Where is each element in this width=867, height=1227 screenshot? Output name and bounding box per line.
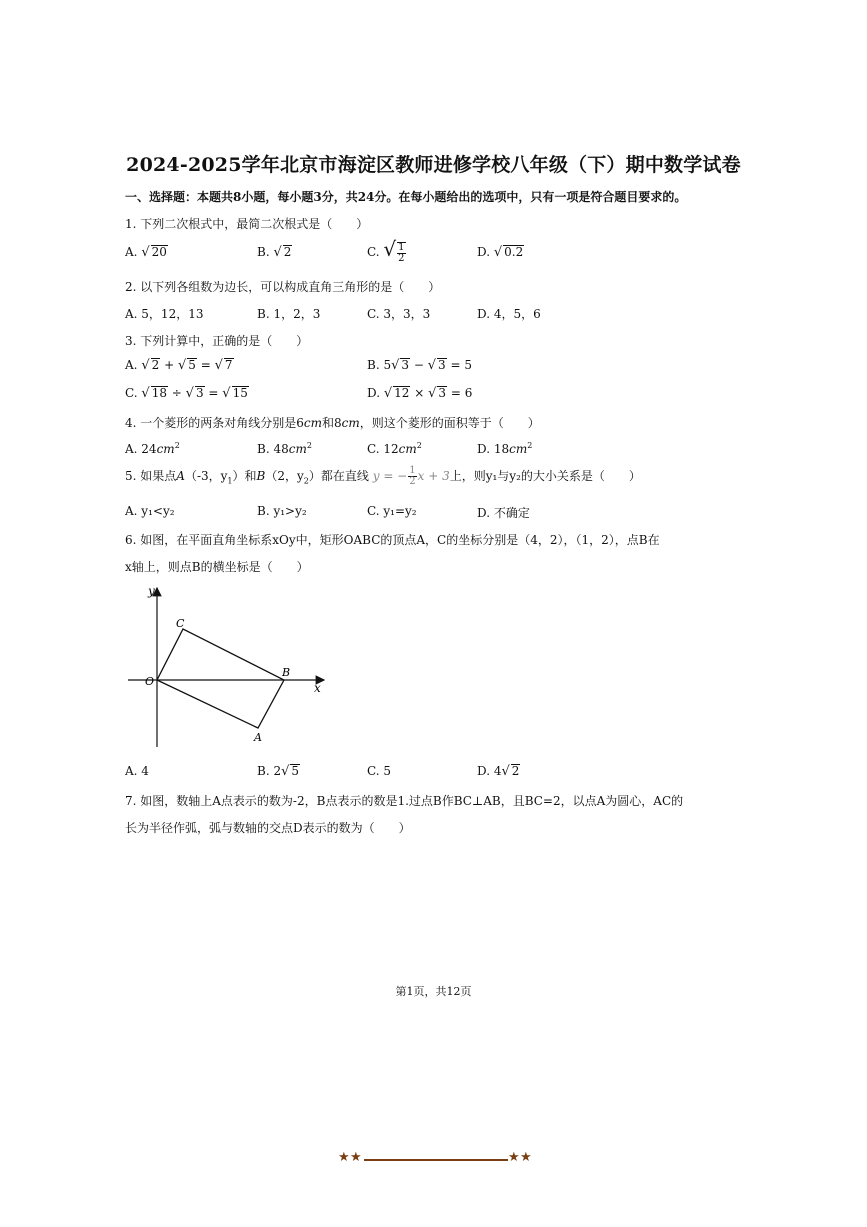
star-icon: ★ [350, 1150, 362, 1165]
q4-option-b: B. $48cm^2$ [257, 441, 312, 456]
q5-option-c: C. y₁=y₂ [367, 504, 417, 518]
divider [364, 1159, 508, 1161]
point-a-label: A [254, 731, 262, 744]
question-7-line-2: 长为半径作弧，弧与数轴的交点D表示的数为（ ） [125, 821, 411, 835]
point-c-label: C [176, 617, 185, 630]
q1-option-b: B. √ 2 [257, 245, 292, 260]
q5-option-a: A. y₁<y₂ [125, 504, 175, 518]
section-heading: 一、选择题：本题共8小题，每小题3分，共24分。在每小题给出的选项中，只有一项是符合题目要求的。 [125, 190, 687, 204]
question-4-stem: 4. 一个菱形的两条对角线分别是6cm和8cm，则这个菱形的面积等于（ ） [125, 416, 540, 430]
question-1-stem: 1. 下列二次根式中，最简二次根式是（ ） [125, 217, 369, 231]
star-icon: ★ [520, 1150, 532, 1165]
q6-option-a: A. 4 [125, 764, 149, 778]
q6-option-c: C. 5 [367, 764, 392, 778]
q2-option-b: B. 1，2，3 [257, 307, 321, 321]
question-5-stem: 5. 如果点A（-3，$y_1$）和B（2，$y_2$）都在直线 y = − $\frac{1}{2}$ x + 3上，则y₁与y₂的大小关系是（ ） [125, 465, 641, 487]
question-2-stem: 2. 以下列各组数为边长，可以构成直角三角形的是（ ） [125, 280, 441, 294]
q3-option-d: D. √ 12 × √ 3 = 6 [367, 386, 473, 401]
q4-option-a: A. $24cm^2$ [125, 441, 180, 456]
y-axis-label: y [148, 584, 155, 598]
q2-option-d: D. 4，5，6 [477, 307, 541, 321]
origin-label: O [145, 675, 155, 688]
q6-option-d: D. 4√ 2 [477, 764, 520, 779]
q1-option-a: A. √ 20 [125, 245, 167, 260]
q1-option-c: C. √ $\frac{1}{2}$ [367, 237, 405, 264]
q4-option-c: C. $12cm^2$ [367, 441, 422, 456]
q5-option-b: B. y₁>y₂ [257, 504, 307, 518]
question-6-line-2: x轴上，则点B的横坐标是（ ） [125, 560, 309, 574]
q6-coordinate-figure [120, 582, 340, 754]
rectangle-oabc [157, 629, 284, 728]
page-number: 第1页，共12页 [395, 985, 472, 998]
q2-option-c: C. 3，3，3 [367, 307, 431, 321]
q5-option-d: D. 不确定 [477, 506, 530, 520]
q3-option-c: C. √ 18 ÷ √ 3 = √ 15 [125, 386, 248, 401]
q1-option-d: D. √ 0.2 [477, 245, 524, 260]
star-icon: ★ [338, 1150, 350, 1165]
point-b-label: B [282, 666, 291, 679]
exam-title: 2024-2025学年北京市海淀区教师进修学校八年级（下）期中数学试卷 [126, 154, 741, 176]
question-7-line-1: 7. 如图，数轴上A点表示的数为-2，B点表示的数是1.过点B作BC⊥AB，且BC=2，以点A为圆心，AC的 [125, 794, 684, 808]
question-3-stem: 3. 下列计算中，正确的是（ ） [125, 334, 309, 348]
star-icon: ★ [508, 1150, 520, 1165]
question-6-line-1: 6. 如图，在平面直角坐标系xOy中，矩形OABC的顶点A，C的坐标分别是（4，2），（1，2），点B在 [125, 533, 660, 547]
x-axis-label: x [314, 681, 321, 695]
footer-decoration [338, 1152, 534, 1168]
q2-option-a: A. 5，12，13 [125, 307, 204, 321]
q6-option-b: B. 2√ 5 [257, 764, 300, 779]
q4-option-d: D. $18cm^2$ [477, 441, 533, 456]
q3-option-b: B. 5√ 3 − √ 3 = 5 [367, 358, 472, 373]
q3-option-a: A. √ 2 + √ 5 = √ 7 [125, 358, 233, 373]
